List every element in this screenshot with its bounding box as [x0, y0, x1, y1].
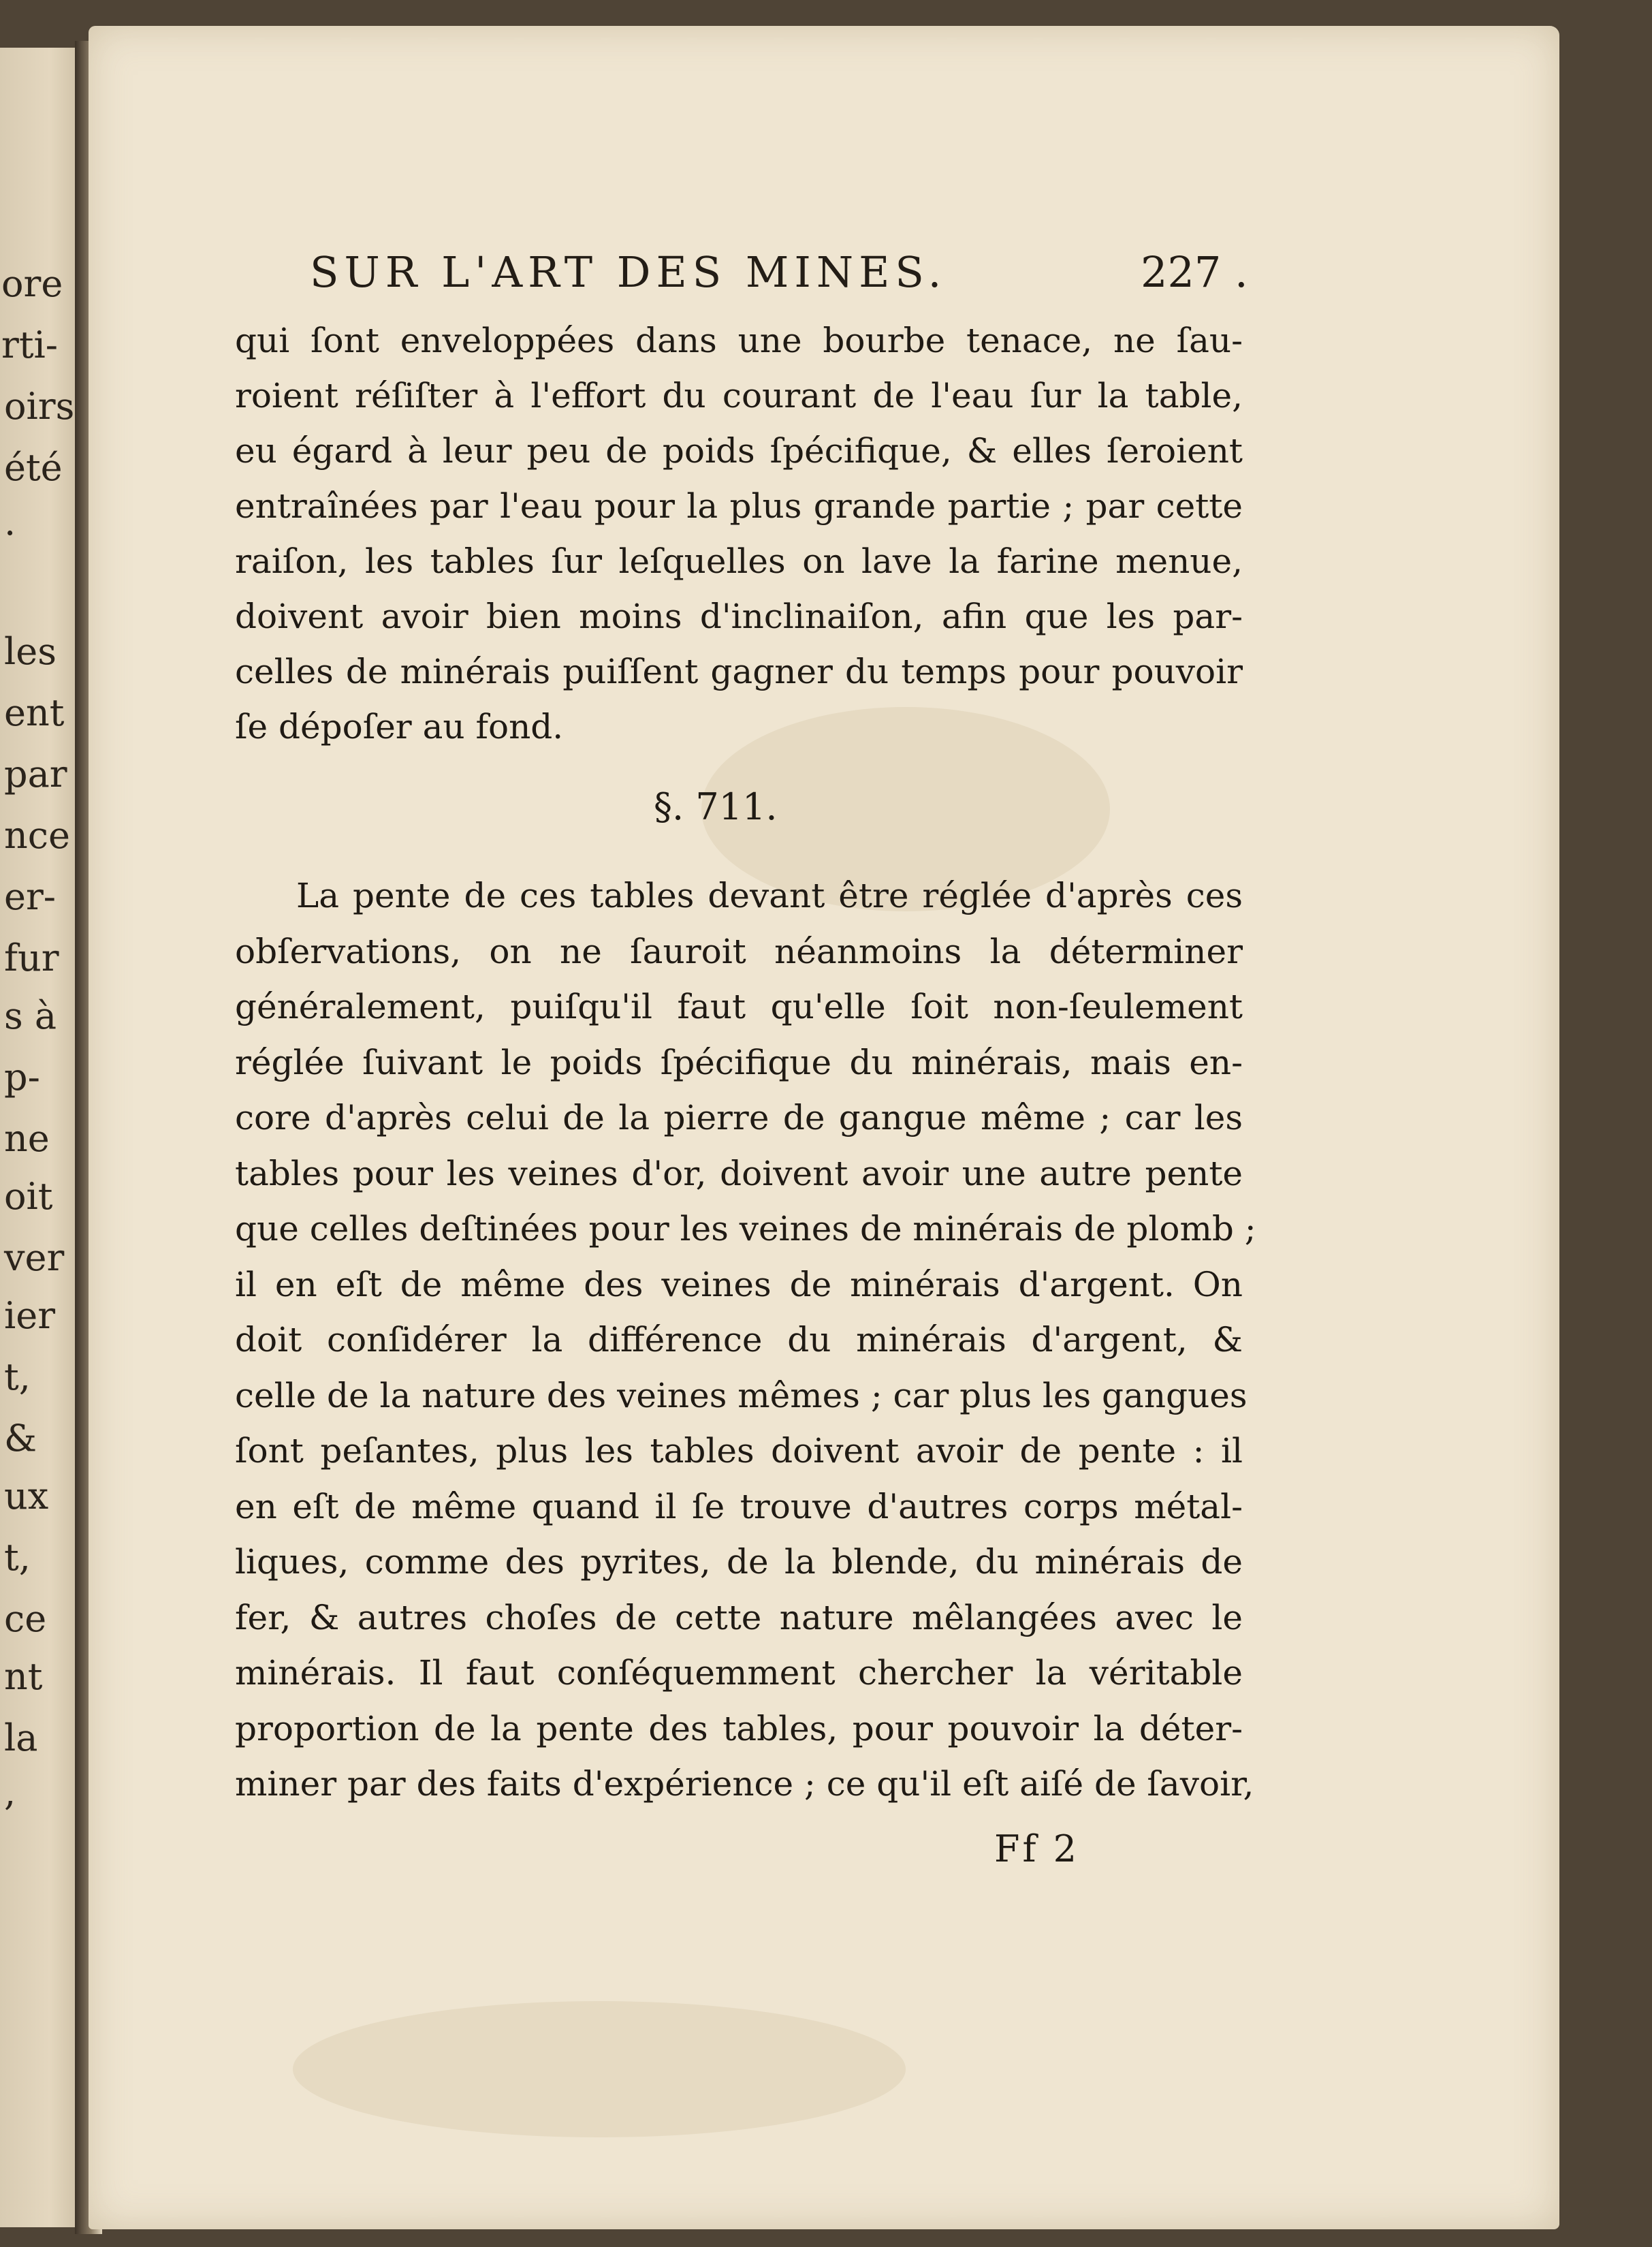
previous-page-text-fragment: t, [4, 1536, 31, 1579]
text-line: celles de minérais puiſſent gagner du temps pour pouvoir [235, 652, 1243, 691]
text-line: obſervations, on ne ſauroit néanmoins la déterminer [235, 931, 1243, 971]
text-line: doivent avoir bien moins d'inclinaiſon, afin que les par- [235, 597, 1243, 636]
previous-page-text-fragment: les [4, 630, 57, 673]
previous-page-text-fragment: ce [4, 1597, 47, 1640]
text-line: doit conſidérer la différence du minérais d'argent, & [235, 1320, 1243, 1360]
previous-page-text-fragment: ore [1, 262, 63, 305]
previous-page-text-fragment: ne [4, 1117, 50, 1160]
text-line: fer, & autres choſes de cette nature mêlangées avec le [235, 1597, 1243, 1637]
previous-page-text-fragment: fur [4, 937, 59, 979]
signature-mark: Ff 2 [994, 1827, 1079, 1870]
previous-page-text-fragment: rti- [1, 324, 59, 366]
text-line: généralement, puiſqu'il faut qu'elle ſoit non-ſeulement [235, 987, 1243, 1026]
previous-page-text-fragment: oit [4, 1175, 53, 1218]
previous-page-text-fragment: p- [4, 1056, 40, 1099]
text-line: minérais. Il faut conſéquemment chercher la véritable [235, 1653, 1243, 1693]
previous-page-text-fragment: er- [4, 875, 57, 918]
previous-page-text-fragment: la [4, 1716, 38, 1759]
text-line: il en eſt de même des veines de minérais d'argent. On [235, 1264, 1243, 1304]
previous-page-text-fragment: t, [4, 1355, 31, 1398]
text-line: La pente de ces tables devant être réglée d'après ces [296, 876, 1243, 915]
text-line: roient réſiſter à l'effort du courant de l'eau ſur la table, [235, 376, 1243, 415]
previous-page-text-fragment: . [4, 501, 16, 544]
previous-page-text-fragment: été [4, 446, 63, 489]
text-line: celle de la nature des veines mêmes ; car plus les gangues [235, 1375, 1248, 1415]
previous-page-text-fragment: ent [4, 691, 65, 734]
text-line: ſe dépoſer au fond. [235, 707, 564, 747]
text-line: tables pour les veines d'or, doivent avoir une autre pente [235, 1153, 1243, 1193]
text-line: liques, comme des pyrites, de la blende, du minérais de [235, 1542, 1243, 1582]
previous-page-text-fragment: nce [4, 814, 70, 857]
previous-page-text-fragment: s à [4, 994, 57, 1037]
text-line: en eſt de même quand il ſe trouve d'autres corps métal- [235, 1486, 1243, 1526]
text-line: raiſon, les tables ſur leſquelles on lave la farine menue, [235, 541, 1243, 581]
text-line: proportion de la pente des tables, pour pouvoir la déter- [235, 1708, 1243, 1748]
text-line: réglée ſuivant le poids ſpécifique du minérais, mais en- [235, 1042, 1243, 1082]
text-line: miner par des faits d'expérience ; ce qu'il eſt aiſé de ſavoir, [235, 1764, 1254, 1804]
text-line: entraînées par l'eau pour la plus grande partie ; par cette [235, 486, 1243, 526]
previous-page-text-fragment: & [4, 1417, 37, 1460]
previous-page-text-fragment: oirs [4, 385, 75, 428]
paper-stain [293, 2001, 906, 2137]
running-head: SUR L'ART DES MINES. [310, 247, 947, 297]
text-line: core d'après celui de la pierre de gangue même ; car les [235, 1098, 1243, 1137]
previous-page-text-fragment: ier [4, 1294, 56, 1337]
section-heading: §. 711. [654, 785, 778, 828]
previous-page-text-fragment: , [4, 1771, 16, 1814]
text-line: eu égard à leur peu de poids ſpécifique, & elles ſeroient [235, 431, 1243, 471]
previous-page-text-fragment: par [4, 753, 67, 796]
page-number: 227 . [1141, 247, 1248, 297]
book-page [89, 26, 1559, 2229]
paragraph-continued [235, 313, 1243, 755]
previous-page-text-fragment: ver [4, 1236, 65, 1279]
previous-page-edge [0, 48, 83, 2227]
text-line: ſont peſantes, plus les tables doivent avoir de pente : il [235, 1431, 1243, 1471]
text-line: que celles deſtinées pour les veines de minérais de plomb ; [235, 1209, 1256, 1248]
paragraph-711 [235, 868, 1256, 1812]
previous-page-text-fragment: ux [4, 1475, 49, 1518]
text-line: qui ſont enveloppées dans une bourbe tenace, ne ſau- [235, 321, 1243, 360]
previous-page-text-fragment: nt [4, 1655, 43, 1698]
